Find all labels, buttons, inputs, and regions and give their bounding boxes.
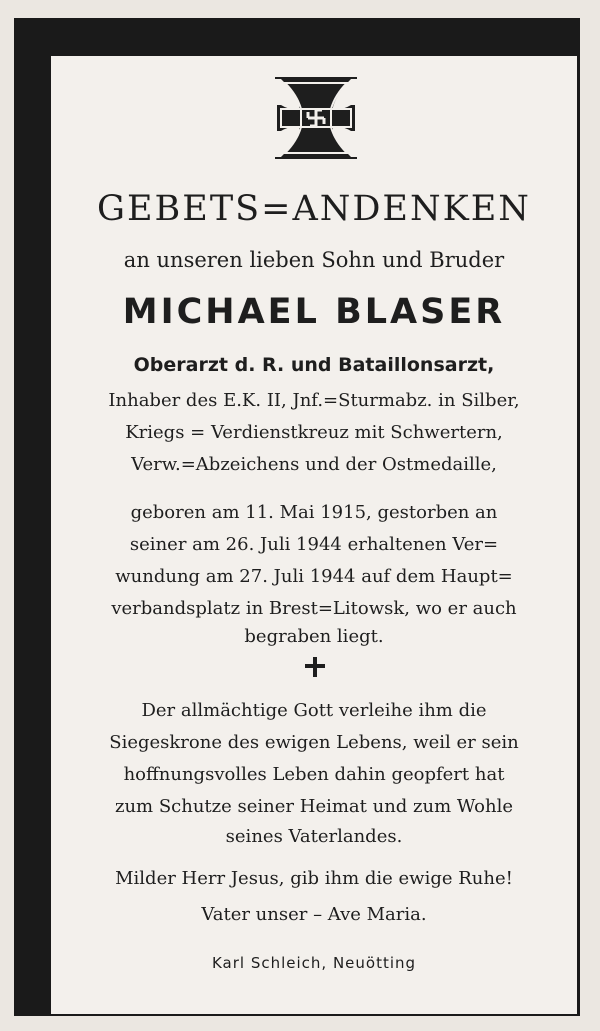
honors-line: Verw.=Abzeichens und der Ostmedaille, <box>131 454 497 475</box>
black-mourning-border <box>14 18 580 1016</box>
iron-cross-icon <box>271 73 361 163</box>
prayer-line: Der allmächtige Gott verleihe ihm die <box>141 700 487 721</box>
biography-line: begraben liegt. <box>244 626 384 647</box>
rank-line: Oberarzt d. R. und Bataillonsarzt, <box>133 354 495 376</box>
biography-line: wundung am 27. Juli 1944 auf dem Haupt= <box>115 566 513 587</box>
printer-credit: Karl Schleich, Neuötting <box>211 954 417 972</box>
prayer-line: zum Schutze seiner Heimat und zum Wohle <box>114 796 514 817</box>
prayer-line: hoffnungsvolles Leben dahin geopfert hat <box>123 764 505 785</box>
closing-prayer: Milder Herr Jesus, gib ihm die ewige Ruhe! <box>115 868 513 889</box>
card-title: GEBETS=ANDENKEN <box>97 189 531 229</box>
latin-cross-icon <box>304 656 326 678</box>
prayer-line: seines Vaterlandes. <box>225 826 403 847</box>
prayer-line: Siegeskrone des ewigen Lebens, weil er sein <box>109 732 519 753</box>
honors-line: Inhaber des E.K. II, Jnf.=Sturmabz. in Silber, <box>108 390 520 411</box>
biography-line: verbandsplatz in Brest=Litowsk, wo er auch <box>111 598 517 619</box>
card-inner-panel <box>51 56 577 1014</box>
closing-blessing: Vater unser – Ave Maria. <box>201 904 427 925</box>
biography-line: seiner am 26. Juli 1944 erhaltenen Ver= <box>129 534 499 555</box>
card-subtitle: an unseren lieben Sohn und Bruder <box>123 248 505 272</box>
honors-line: Kriegs = Verdienstkreuz mit Schwertern, <box>125 422 503 443</box>
biography-line: geboren am 11. Mai 1915, gestorben an <box>130 502 498 523</box>
deceased-name: MICHAEL BLASER <box>122 292 506 332</box>
